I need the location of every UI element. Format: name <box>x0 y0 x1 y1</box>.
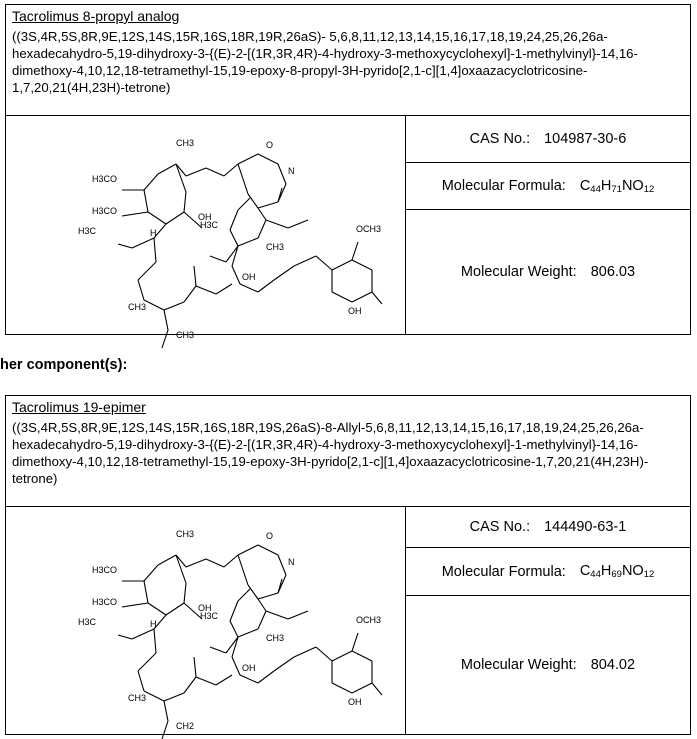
bond-line <box>238 555 248 585</box>
atom-label-oh-ring: OH <box>348 306 362 316</box>
bond-line <box>232 637 238 657</box>
bond-line <box>232 266 240 284</box>
bond-line <box>258 220 266 238</box>
bond-line <box>122 603 148 607</box>
formula-value: $C_{44}H_{71}NO_{12}$ <box>579 177 655 195</box>
atom-label-chain-end: CH2 <box>176 721 195 731</box>
bond-line <box>144 581 148 603</box>
weight-label: Molecular Weight: <box>460 264 577 280</box>
formula-row <box>406 162 690 209</box>
atom-label-h-atom: H <box>150 619 157 629</box>
bond-line <box>248 585 258 599</box>
atom-label-h3co-2: H3CO <box>92 206 118 216</box>
bond-line <box>278 164 286 184</box>
bond-line <box>132 629 154 639</box>
chem-name-line: 1,7,20,21(4H,23H)-tetrone) <box>12 80 171 95</box>
bond-line <box>274 657 294 671</box>
bond-line <box>238 164 248 194</box>
bond-line <box>332 260 352 270</box>
bond-line <box>164 693 184 701</box>
bond-line <box>186 168 206 176</box>
bond-line <box>352 242 358 260</box>
bond-line <box>176 164 186 192</box>
compound-1-title: Tacrolimus 8-propyl analog <box>12 8 180 24</box>
bond-line <box>258 545 278 555</box>
bond-line <box>144 691 164 701</box>
bond-line <box>162 330 168 348</box>
atom-label-och3: OCH3 <box>356 224 382 234</box>
formula-label: Molecular Formula: <box>441 178 566 194</box>
bond-line <box>210 647 226 653</box>
atom-label-h3co-1: H3CO <box>92 565 118 575</box>
weight-label: Molecular Weight: <box>460 657 577 673</box>
compound-1-chemical-name <box>12 28 684 96</box>
compound-2-header <box>6 396 690 507</box>
cas-value: 104987-30-6 <box>544 131 627 147</box>
bond-line <box>158 555 176 565</box>
bond-line <box>258 202 278 208</box>
bond-line <box>352 633 358 651</box>
atom-label-oh-1: OH <box>198 603 212 613</box>
bond-line <box>316 647 332 661</box>
atom-label-ch3-top: CH3 <box>176 529 195 539</box>
atom-label-h3c-left: H3C <box>78 617 97 627</box>
chem-name-line: ((3S,4R,5S,8R,9E,12S,14S,15R,16S,18R,19R,26aS)- 5,6,8,11,12,13,14,15,16,17,18,19,24,25,26,26a- <box>12 29 608 44</box>
bond-line <box>238 545 258 555</box>
bond-line <box>148 212 166 224</box>
bond-line <box>144 190 148 212</box>
compound-1-structure-cell <box>6 116 406 340</box>
atom-label-n-atom: N <box>288 557 295 567</box>
bond-line <box>258 280 274 292</box>
atom-label-o-ketone: O <box>266 140 274 150</box>
bond-line <box>240 675 258 683</box>
bond-line <box>232 657 240 675</box>
bond-line <box>226 246 238 262</box>
compound-1-body <box>6 116 690 340</box>
bond-line <box>196 286 216 294</box>
cas-label: CAS No.: <box>469 131 531 147</box>
atom-label-ch3-mid: CH3 <box>266 242 285 252</box>
bond-line <box>224 555 238 567</box>
bond-line <box>164 310 168 330</box>
bond-line <box>216 675 232 685</box>
bond-line <box>138 280 144 300</box>
atom-label-ch3-bottom: CH3 <box>128 693 147 703</box>
compound-2-body <box>6 507 690 734</box>
compound-2-structure-cell <box>6 507 406 734</box>
compound-2-structure-diagram <box>6 507 406 734</box>
bond-line <box>186 559 206 567</box>
bond-line <box>238 238 258 246</box>
formula-value: $C_{44}H_{69}NO_{12}$ <box>579 563 655 580</box>
bond-line <box>332 292 352 302</box>
atom-label-h-atom: H <box>150 228 157 238</box>
bond-line <box>138 262 156 280</box>
bond-line <box>154 629 156 653</box>
bond-line <box>258 154 278 164</box>
chem-name-line: dimethoxy-4,10,12,18-tetramethyl-15,19-epoxy-8-propyl-3H-pyrido[2,1-c][1,4]oxaazacyclotricosine- <box>12 63 588 78</box>
other-components-heading: her component(s): <box>0 357 128 373</box>
bond-line <box>258 208 266 220</box>
bond-line <box>164 302 184 310</box>
bond-line <box>138 671 144 691</box>
atom-label-h3c-mid: H3C <box>200 220 219 230</box>
bond-line <box>210 256 226 262</box>
bond-line <box>238 589 250 601</box>
compound-1-structure-diagram <box>6 116 406 340</box>
bond-line <box>352 292 372 302</box>
bond-line <box>144 565 158 581</box>
bond-line <box>230 601 238 621</box>
atom-label-h3c-mid: H3C <box>200 611 219 621</box>
bond-line <box>238 629 258 637</box>
atom-label-chain-end: CH3 <box>176 330 195 340</box>
bond-line <box>266 611 288 619</box>
formula-label: Molecular Formula: <box>441 563 566 580</box>
chem-name-line: ((3S,4R,5S,8R,9E,12S,14S,15R,16S,18R,19S,26aS)-8-Allyl-5,6,8,11,12,13,14,15,16,17,18,19,24,25,26,26a- <box>12 420 644 435</box>
bond-line <box>372 683 382 695</box>
bond-line <box>258 671 274 683</box>
chem-name-line: hexadecahydro-5,19-dihydroxy-3-{(E)-2-[(1R,3R,4R)-4-hydroxy-3-methoxycyclohexyl]-1-methylvinyl}-14,16- <box>12 437 638 452</box>
bond-line <box>248 194 258 208</box>
chem-name-line: dimethoxy-4,10,12,18-tetramethyl-15,19-epoxy-3H-pyrido[2,1-c][1,4]oxaazacyclotricosine-1,7,20,21(4H,23H)- <box>12 454 649 469</box>
bond-line <box>332 651 352 661</box>
bond-line <box>122 212 148 216</box>
bond-line <box>278 555 286 575</box>
bond-line <box>206 168 224 176</box>
atom-label-ch3-bottom: CH3 <box>128 302 147 312</box>
bond-line <box>154 238 156 262</box>
weight-value: 806.03 <box>590 264 636 280</box>
atom-label-ch3-top: CH3 <box>176 138 195 148</box>
cas-value: 144490-63-1 <box>544 519 627 535</box>
bond-line <box>194 657 196 677</box>
atom-label-n-atom: N <box>288 166 295 176</box>
bond-line <box>288 611 308 619</box>
bond-line <box>258 611 266 629</box>
bond-line <box>230 210 238 230</box>
bond-line <box>196 677 216 685</box>
bond-line <box>224 164 238 176</box>
bond-line <box>132 238 154 248</box>
bond-line <box>266 220 288 228</box>
bond-line <box>258 599 266 611</box>
bond-line <box>332 683 352 693</box>
compound-2-box <box>5 395 691 735</box>
atom-label-ch3-mid: CH3 <box>266 633 285 643</box>
atom-label-oh-ring: OH <box>348 697 362 707</box>
bond-line <box>144 300 164 310</box>
bond-line <box>216 284 232 294</box>
bond-line <box>232 246 238 266</box>
cas-row <box>406 116 690 162</box>
compound-2-info <box>406 507 690 734</box>
bond-line <box>166 603 184 615</box>
bond-line <box>274 266 294 280</box>
bond-line <box>164 701 168 721</box>
bond-line <box>158 164 176 174</box>
compound-1-box <box>5 4 691 340</box>
bond-line <box>118 635 132 639</box>
atom-label-och3: OCH3 <box>356 615 382 625</box>
bond-line <box>194 266 196 286</box>
cas-row <box>406 507 690 547</box>
bond-line <box>176 555 186 583</box>
compound-2-chemical-name <box>12 419 684 487</box>
bond-line <box>118 244 132 248</box>
bond-line <box>206 559 224 567</box>
bond-line <box>162 721 168 739</box>
atom-label-oh-bottom: OH <box>242 272 256 282</box>
bond-line <box>230 230 238 246</box>
bond-line <box>352 260 372 270</box>
bond-line <box>230 621 238 637</box>
bond-line <box>148 603 166 615</box>
bond-line <box>288 220 308 228</box>
bond-line <box>352 683 372 693</box>
atom-label-oh-bottom: OH <box>242 663 256 673</box>
bond-line <box>240 284 258 292</box>
bond-line <box>184 677 196 693</box>
cas-label: CAS No.: <box>469 519 531 535</box>
atom-label-h3co-1: H3CO <box>92 174 118 184</box>
bond-line <box>184 286 196 302</box>
atom-label-o-ketone: O <box>266 531 274 541</box>
bond-line <box>176 555 186 567</box>
bond-line <box>184 192 186 212</box>
bond-line <box>176 164 186 176</box>
weight-value: 804.02 <box>590 657 636 673</box>
atom-label-h3c-left: H3C <box>78 226 97 236</box>
atom-label-h3co-2: H3CO <box>92 597 118 607</box>
bond-line <box>238 154 258 164</box>
atom-label-oh-1: OH <box>198 212 212 222</box>
weight-row <box>406 595 690 734</box>
bond-line <box>238 198 250 210</box>
bond-line <box>226 637 238 653</box>
bond-line <box>294 647 316 657</box>
bond-line <box>316 256 332 270</box>
chem-name-line: hexadecahydro-5,19-dihydroxy-3-{(E)-2-[(1R,3R,4R)-4-hydroxy-3-methoxycyclohexyl]-1-methylvinyl}-14,16- <box>12 46 638 61</box>
compound-1-info <box>406 116 690 334</box>
bond-line <box>372 292 382 304</box>
bond-line <box>352 651 372 661</box>
bond-line <box>184 583 186 603</box>
compound-1-header <box>6 5 690 116</box>
bond-line <box>138 653 156 671</box>
weight-row <box>406 209 690 334</box>
bond-line <box>144 174 158 190</box>
formula-row <box>406 547 690 595</box>
bond-line <box>166 212 184 224</box>
bond-line <box>258 593 278 599</box>
compound-2-title: Tacrolimus 19-epimer <box>12 399 146 415</box>
chem-name-line: tetrone) <box>12 471 58 486</box>
bond-line <box>294 256 316 266</box>
